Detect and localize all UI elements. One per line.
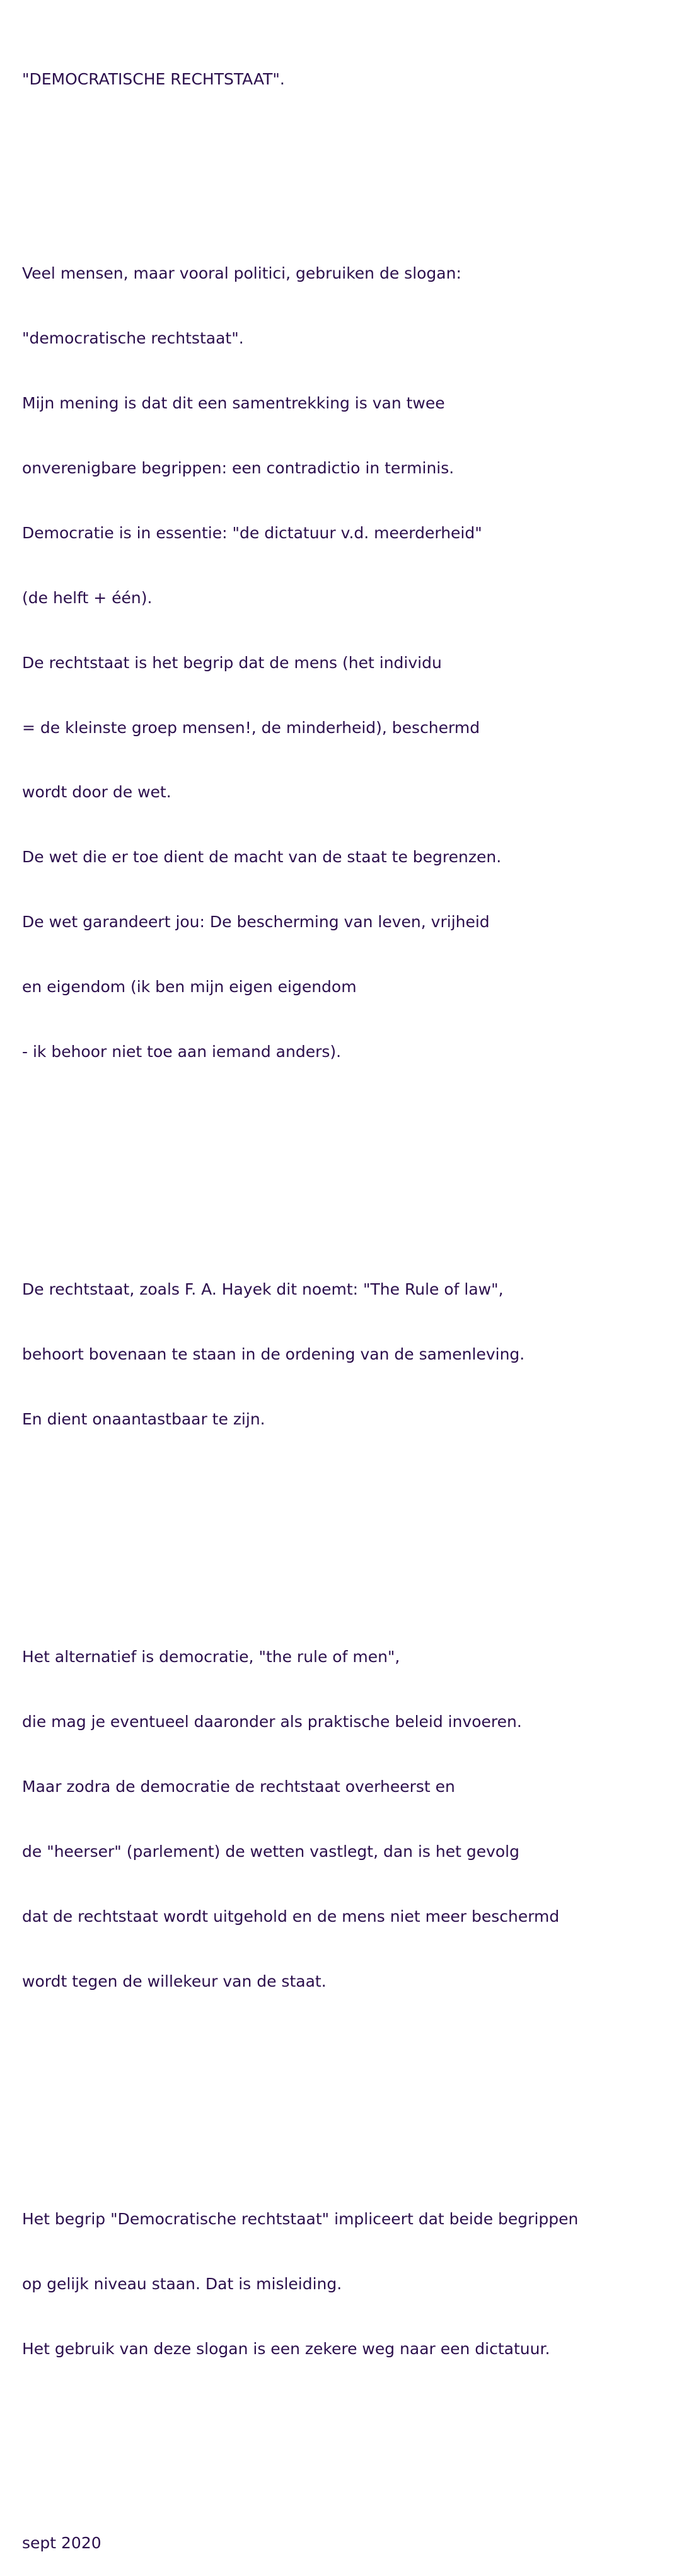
paragraph-4 bbox=[22, 2165, 678, 2403]
text-line: = de kleinste groep mensen!, de minderheid), beschermd bbox=[22, 718, 480, 737]
text-line: Het begrip "Democratische rechtstaat" impliceert dat beide begrippen bbox=[22, 2209, 579, 2228]
text-line: wordt tegen de willekeur van de staat. bbox=[22, 1972, 327, 1990]
text-line: De wet die er toe dient de macht van de staat te begrenzen. bbox=[22, 848, 502, 867]
text-line: "democratische rechtstaat". bbox=[22, 329, 244, 348]
paragraph-gap bbox=[22, 133, 678, 154]
document-date: sept 2020 bbox=[22, 2534, 101, 2553]
text-line: onverenigbare begrippen: een contradictio in terminis. bbox=[22, 458, 455, 477]
text-line: De wet garandeert jou: De bescherming van leven, vrijheid bbox=[22, 913, 490, 932]
text-line: op gelijk niveau staan. Dat is misleiding. bbox=[22, 2274, 342, 2293]
text-line: - ik behoor niet toe aan iemand anders). bbox=[22, 1042, 342, 1061]
paragraph-gap bbox=[22, 2079, 678, 2100]
text-line: De rechtstaat, zoals F. A. Hayek dit noemt: "The Rule of law", bbox=[22, 1280, 504, 1299]
text-line: Veel mensen, maar vooral politici, gebruiken de slogan: bbox=[22, 264, 461, 283]
paragraph-3 bbox=[22, 1603, 678, 2036]
text-line: en eigendom (ik ben mijn eigen eigendom bbox=[22, 978, 357, 996]
paragraph-2 bbox=[22, 1236, 678, 1474]
paragraph-gap bbox=[22, 2446, 678, 2468]
paragraph-1 bbox=[22, 220, 678, 1106]
text-line: Het alternatief is democratie, "the rule of men", bbox=[22, 1648, 400, 1666]
text-line: behoort bovenaan te staan in de ordening van de samenleving. bbox=[22, 1345, 525, 1364]
paragraph-gap bbox=[22, 1149, 678, 1170]
text-line: Mijn mening is dat dit een samentrekking is van twee bbox=[22, 394, 445, 413]
text-line: dat de rechtstaat wordt uitgehold en de mens niet meer beschermd bbox=[22, 1907, 560, 1926]
text-line: Democratie is in essentie: "de dictatuur v.d. meerderheid" bbox=[22, 523, 482, 542]
text-line: En dient onaantastbaar te zijn. bbox=[22, 1410, 265, 1428]
text-line: Maar zodra de democratie de rechtstaat overheerst en bbox=[22, 1777, 455, 1796]
text-line: De rechtstaat is het begrip dat de mens (het individu bbox=[22, 653, 442, 672]
text-line: (de helft + één). bbox=[22, 588, 153, 607]
text-line: de "heerser" (parlement) de wetten vastlegt, dan is het gevolg bbox=[22, 1842, 520, 1861]
text-line: die mag je eventueel daaronder als praktische beleid invoeren. bbox=[22, 1713, 522, 1731]
document-body bbox=[22, 25, 678, 2576]
text-line: Het gebruik van deze slogan is een zekere weg naar een dictatuur. bbox=[22, 2339, 550, 2358]
paragraph-gap bbox=[22, 1516, 678, 1538]
text-line: wordt door de wet. bbox=[22, 783, 171, 802]
document-title: "DEMOCRATISCHE RECHTSTAAT". bbox=[22, 69, 285, 88]
